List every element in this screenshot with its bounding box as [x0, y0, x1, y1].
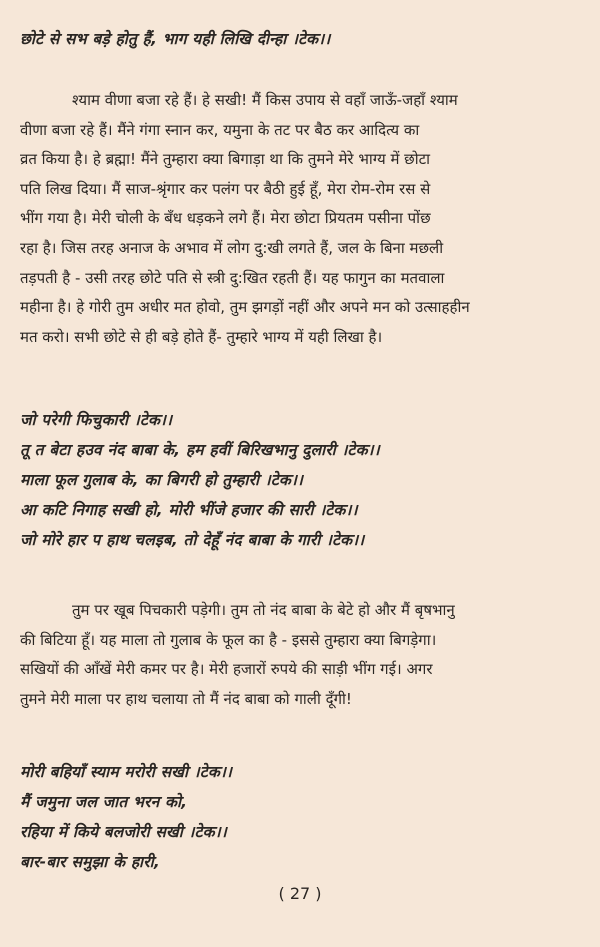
verse-line: मोरी बहियाँ स्याम मरोरी सखी ।टेक।। — [20, 763, 233, 781]
prose-line: रहा है। जिस तरह अनाज के अभाव में लोग दु:खी लगते हैं, जल के बिना मछली — [20, 238, 444, 257]
prose-line: व्रत किया है। हे ब्रह्मा! मैंने तुम्हारा क्या बिगाड़ा था कि तुमने मेरे भाग्य में छोटा — [20, 150, 431, 169]
prose-paragraph-2 — [20, 596, 580, 714]
prose-line: सखियों की आँखें मेरी कमर पर है। मेरी हजारों रुपये की साड़ी भींग गई। अगर — [20, 660, 433, 679]
prose-line: मत करो। सभी छोटे से ही बड़े होते हैं- तुम्हारे भाग्य में यही लिखा है। — [20, 327, 383, 346]
prose-line: श्याम वीणा बजा रहे हैं। हे सखी! मैं किस उपाय से वहाँ जाऊँ-जहाँ श्याम — [72, 91, 458, 109]
prose-line: महीना है। हे गोरी तुम अधीर मत होवो, तुम झगड़ों नहीं और अपने मन को उत्साहहीन — [20, 298, 470, 317]
verse-line: माला फूल गुलाब के, का बिगरी हो तुम्हारी ।टेक।। — [20, 471, 304, 489]
verse-block-3 — [20, 757, 232, 877]
prose-line: की बिटिया हूँ। यह माला तो गुलाब के फूल का है - इससे तुम्हारा क्या बिगड़ेगा। — [20, 630, 437, 649]
verse-top — [20, 24, 330, 54]
verse-line: रहिया में किये बलजोरी सखी ।टेक।। — [20, 823, 227, 841]
prose-line: वीणा बजा रहे हैं। मैंने गंगा स्नान कर, यमुना के तट पर बैठ कर आदित्य का — [20, 120, 420, 139]
prose-line: तुम पर खूब पिचकारी पड़ेगी। तुम तो नंद बाबा के बेटे हो और मैं बृषभानु — [72, 601, 455, 619]
verse-block-2 — [20, 405, 380, 555]
verse-line: आ कटि निगाह सखी हो, मोरी भींजे हजार की सारी ।टेक।। — [20, 501, 358, 519]
verse-line: तू त बेटा हउव नंद बाबा के, हम हवीं बिरिखभानु दुलारी ।टेक।। — [20, 441, 380, 459]
verse-line: छोटे से सभ बड़े होतु हैं, भाग यही लिखि दीन्हा ।टेक।। — [20, 30, 331, 48]
prose-line: तुमने मेरी माला पर हाथ चलाया तो मैं नंद बाबा को गाली दूँगी! — [20, 689, 352, 708]
prose-paragraph-1 — [20, 86, 580, 352]
prose-line: भींग गया है। मेरी चोली के बँध धड़कने लगे हैं। मेरा छोटा प्रियतम पसीना पोंछ — [20, 209, 431, 228]
prose-line: पति लिख दिया। मैं साज-श्रृंगार कर पलंग पर बैठी हुई हूँ, मेरा रोम-रोम रस से — [20, 179, 431, 198]
verse-line: जो मोरे हार प हाथ चलइब, तो देहूँ नंद बाबा के गारी ।टेक।। — [20, 531, 365, 549]
page-number: ( 27 ) — [278, 884, 322, 903]
verse-line: बार-बार समुझा के हारी, — [20, 853, 160, 871]
verse-line: मैं जमुना जल जात भरन को, — [20, 793, 188, 811]
verse-line: जो परेगी फिचुकारी ।टेक।। — [20, 411, 173, 429]
prose-line: तड़पती है - उसी तरह छोटे पति से स्त्री दु:खित रहती हैं। यह फागुन का मतवाला — [20, 268, 445, 287]
